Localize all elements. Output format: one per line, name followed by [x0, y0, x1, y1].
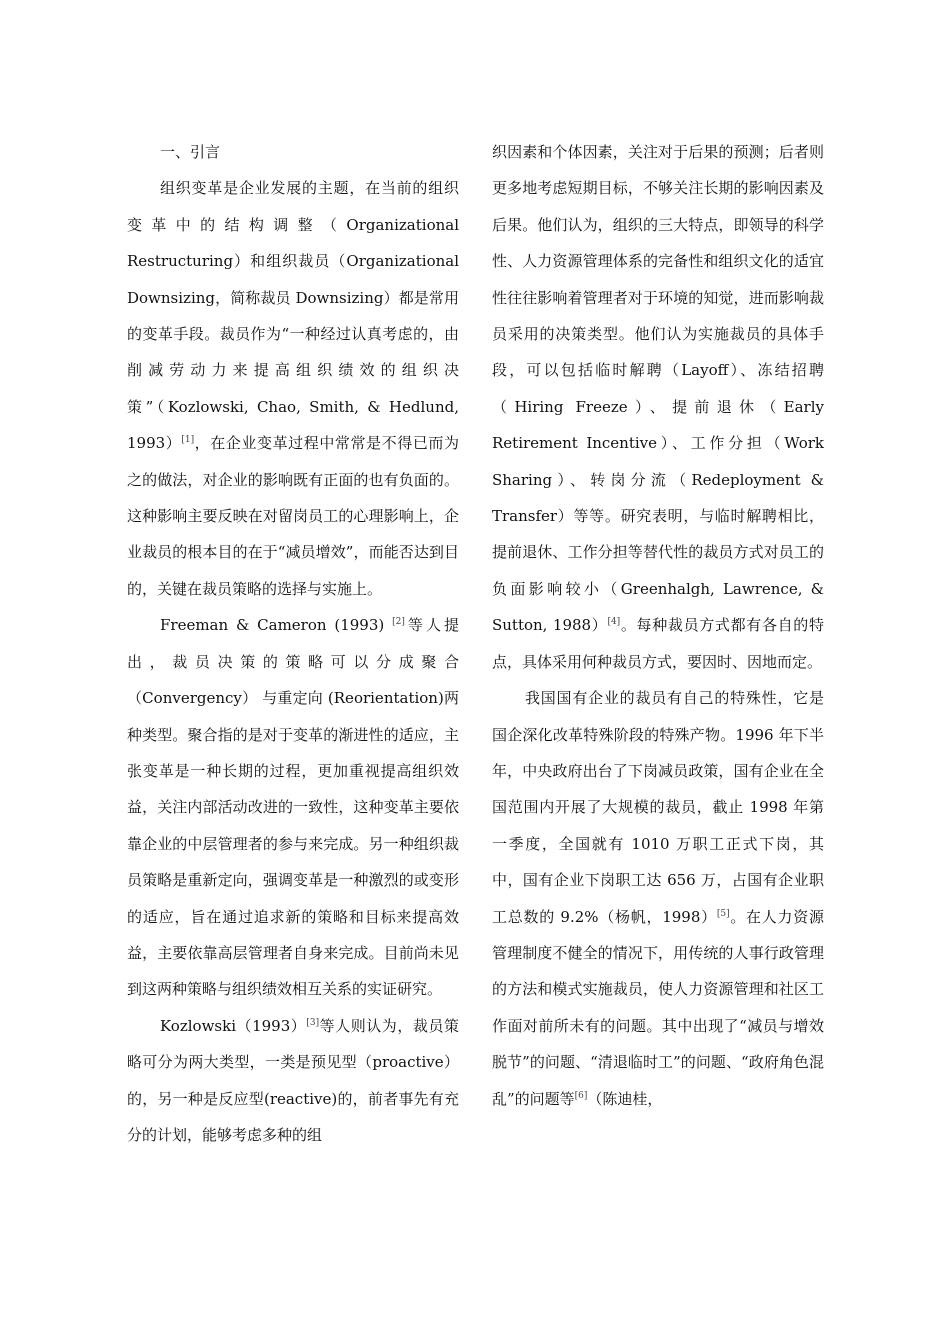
paragraph — [127, 607, 459, 1007]
paragraph — [127, 170, 459, 607]
paragraph — [127, 1008, 459, 1154]
paragraph-text: 织因素和个体因素，关注对于后果的预测；后者则更多地考虑短期目标，不够关注长期的影响因素及后果。他们认为，组织的三大特点，即领导的科学性、人力资源管理体系的完备性和组织文化的适宜性往往影响着管理者对于环境的知觉，进而影响裁员采用的决策类型。他们认为实施裁员的具体手段，可以包括临时解聘（Layoff）、冻结招聘（Hiring Freeze）、提前退休（Early Retirement Incentive）、工作分担（Work Sharing）、转岗分流（Redeployment & Transfer）等等。研究表明，与临时解聘相比，提前退休、工作分担等替代性的裁员方式对员工的负面影响较小（Greenhalgh, Lawrence, & Sutton, 1988） — [492, 143, 824, 635]
section-heading: 一、引言 — [160, 143, 221, 161]
paragraph-text: 。每种裁员方式都有各自的特点，具体采用何种裁员方式，要因时、因地而定。 — [492, 616, 824, 671]
left-column-body — [127, 170, 459, 1153]
paragraph-text: 。在人力资源管理制度不健全的情况下，用传统的人事行政管理的方法和模式实施裁员，使人力资源管理和社区工作面对前所未有的问题。其中出现了“减员与增效脱节”的问题、“清退临时工”的问题、“政府角色混乱”的问题等 — [492, 907, 824, 1108]
paragraph — [492, 680, 824, 1117]
right-column-body — [492, 134, 824, 1117]
paragraph-text: 等人则认为，裁员策略可分为两大类型，一类是预见型（proactive）的，另一种是反应型(reactive)的，前者事先有充分的计划，能够考虑多种的组 — [127, 1016, 459, 1144]
citation-ref: [5] — [716, 908, 730, 919]
paragraph-text: 等人提出，裁员决策的策略可以分成聚合（Convergency） 与重定向 (Reorientation)两种类型。聚合指的是对于变革的渐进性的适应，主张变革是一种长期的过程，更加重视提高组织效益，关注内部活动改进的一致性，这种变革主要依靠企业的中层管理者的参与来完成。另一种组织裁员策略是重新定向，强调变革是一种激烈的或变形的适应，旨在通过追求新的策略和目标来提高效益，主要依靠高层管理者自身来完成。目前尚未见到这两种策略与组织绩效相互关系的实证研究。 — [127, 616, 459, 999]
citation-ref: [3] — [306, 1017, 320, 1028]
paragraph-text: （陈迪桂， — [587, 1089, 663, 1108]
paragraph-text: Freeman & Cameron (1993) — [160, 616, 393, 635]
citation-ref: [6] — [574, 1090, 588, 1101]
citation-ref: [1] — [181, 435, 195, 446]
citation-ref: [2] — [392, 617, 405, 628]
paragraph-text: ，在企业变革过程中常常是不得已而为之的做法，对企业的影响既有正面的也有负面的。这种影响主要反映在对留岗员工的心理影响上，企业裁员的根本目的在于“减员增效”，而能否达到目的，关键在裁员策略的选择与实施上。 — [127, 434, 459, 598]
citation-ref: [4] — [607, 617, 621, 628]
paragraph-text: Kozlowski（1993） — [160, 1016, 307, 1035]
paragraph — [492, 134, 824, 680]
paragraph-text: 组织变革是企业发展的主题，在当前的组织变革中的结构调整（Organizational Restructuring）和组织裁员（Organizational Downsizing，简称裁员 Downsizing）都是常用的变革手段。裁员作为“一种经过认真考虑的，由削减劳动力来提高组织绩效的组织决策”（Kozlowski, Chao, Smith, & Hedlund, 1993） — [127, 179, 459, 453]
paragraph-text: 我国国有企业的裁员有自己的特殊性，它是国企深化改革特殊阶段的特殊产物。1996 年下半年，中央政府出台了下岗减员政策，国有企业在全国范围内开展了大规模的裁员，截止 1998 年第一季度，全国就有 1010 万职工正式下岗，其中，国有企业下岗职工达 656 万，占国有企业职工总数的 9.2%（杨帆，1998） — [492, 689, 824, 926]
right-column — [492, 134, 824, 1117]
left-column — [127, 134, 459, 1153]
